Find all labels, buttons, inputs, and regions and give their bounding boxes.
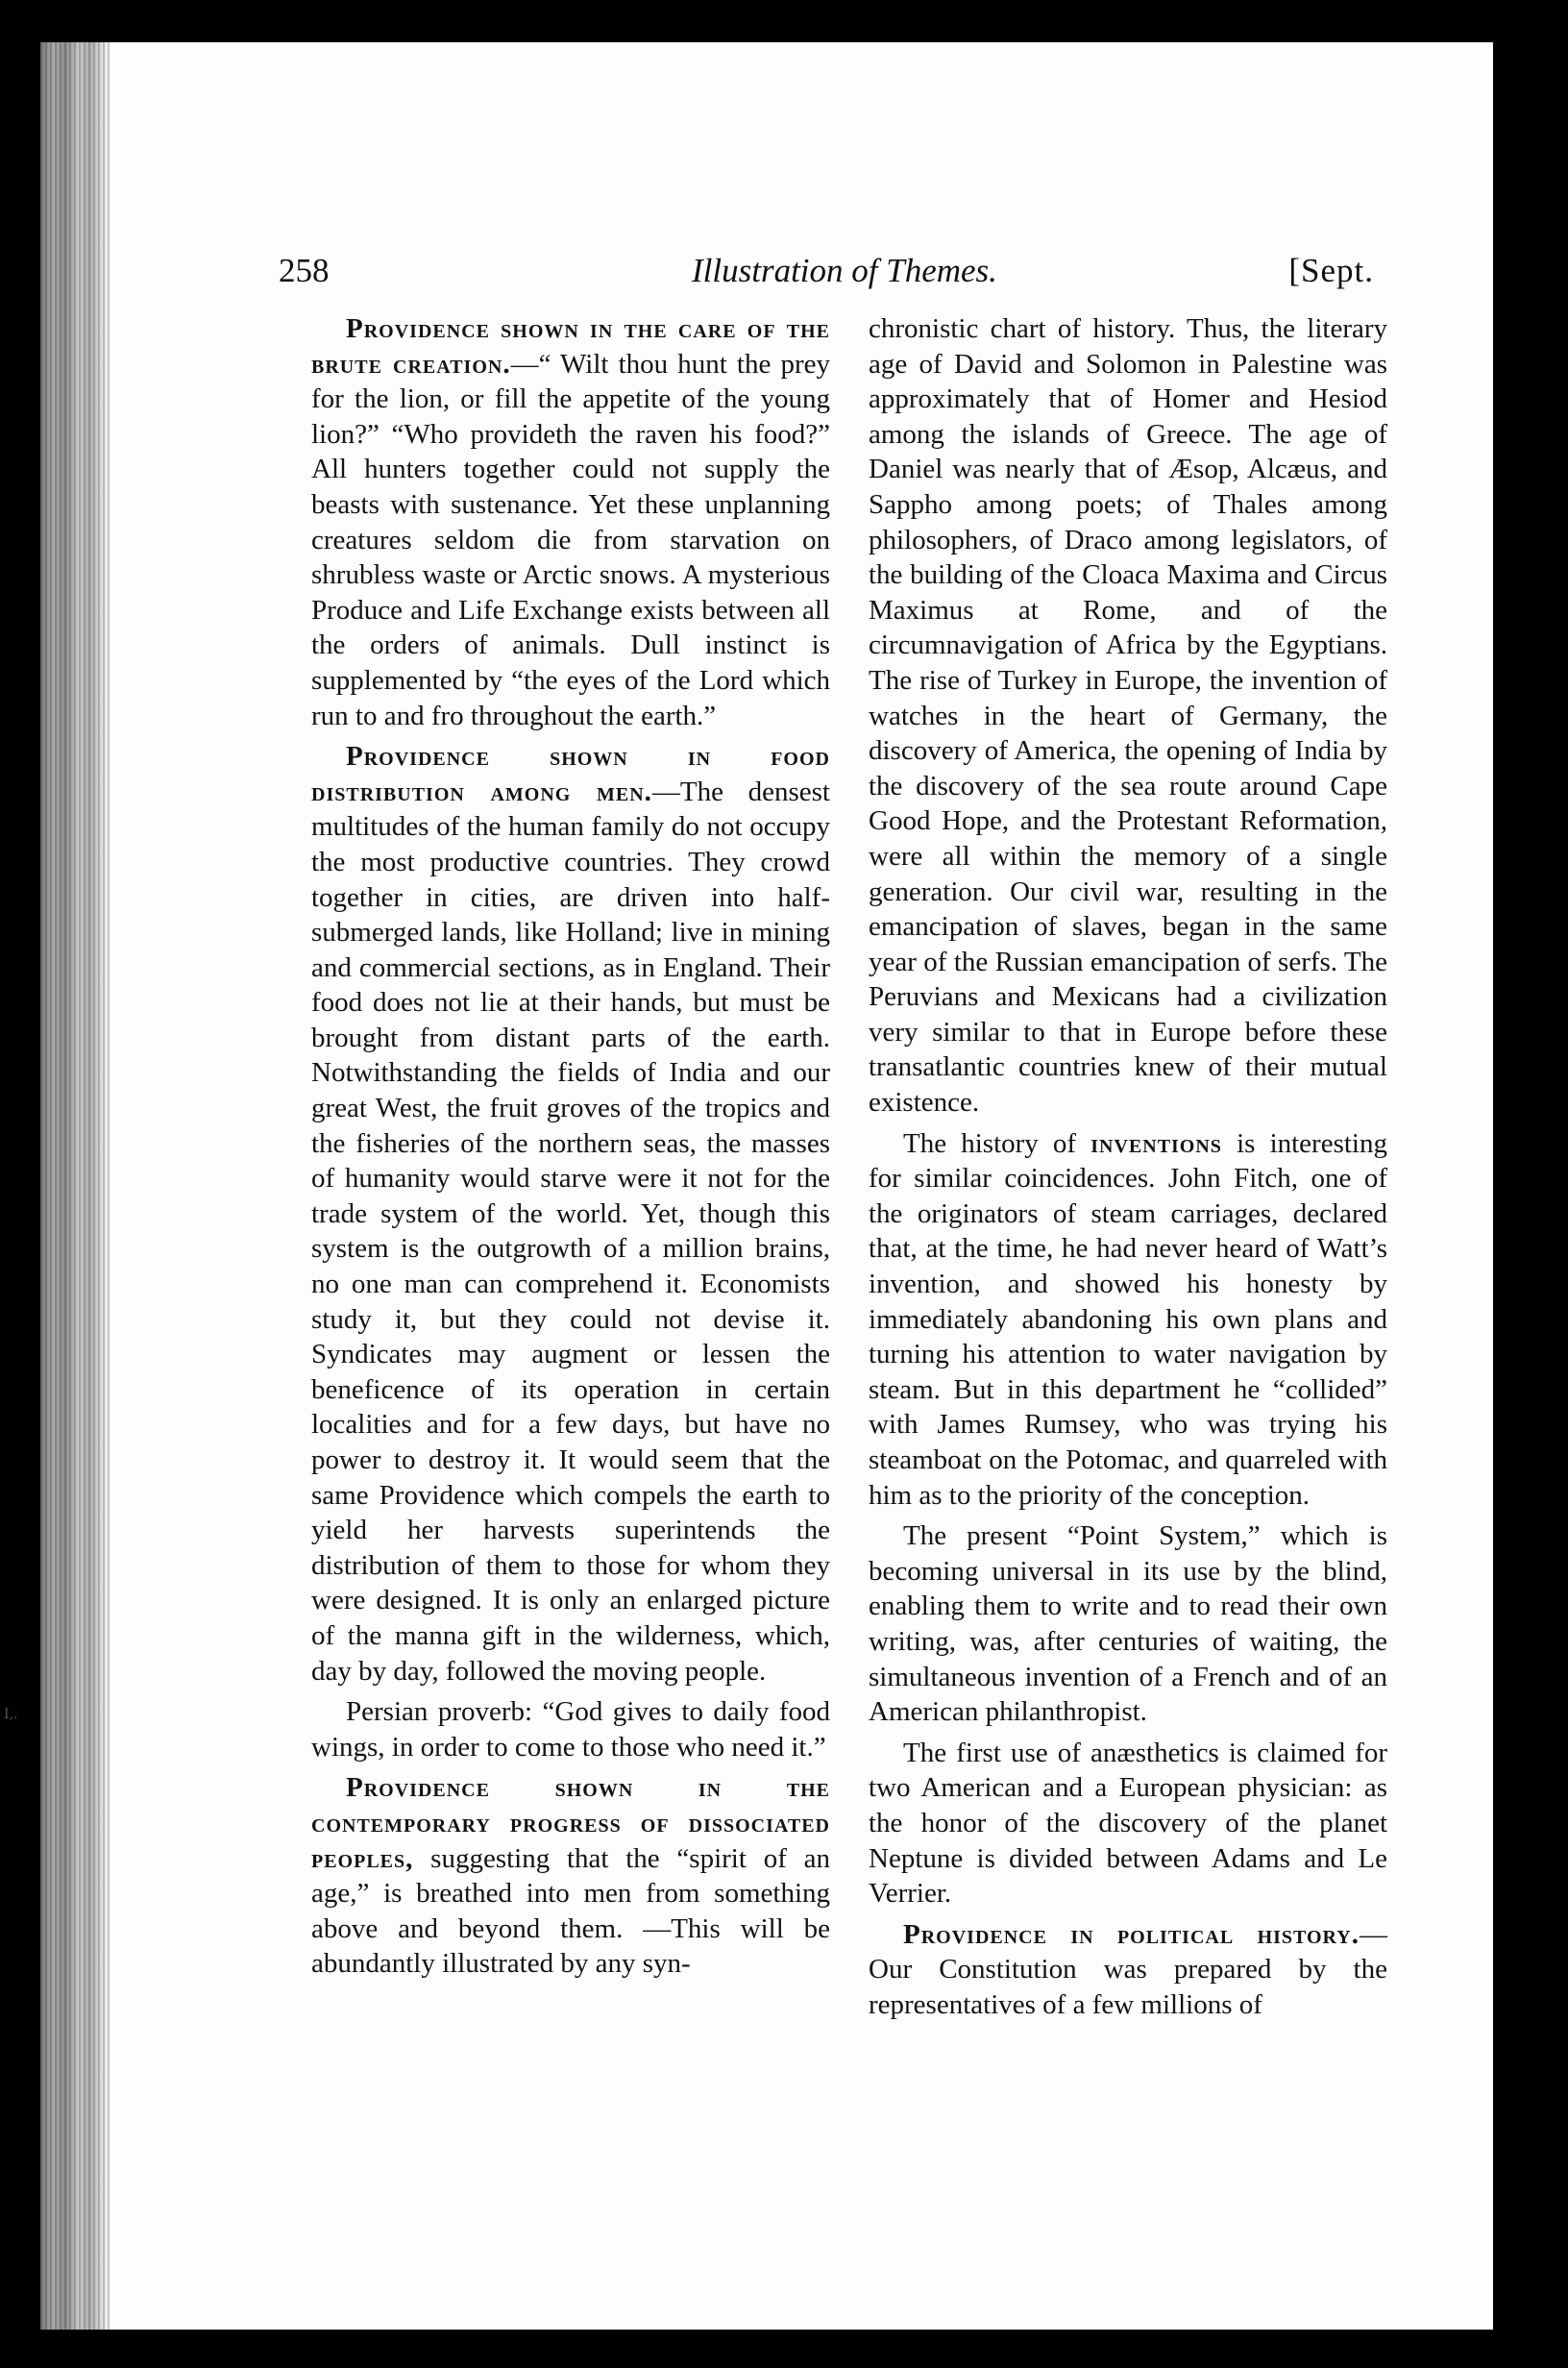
paragraph-text: is interesting for similar coincidences. John Fitch, one of the originators of steam carriages, declared that, at the time, he had never heard of Watt’s invention, and showed his honesty by immediately abandoning his own plans and turning his attention to water navigation by steam. But in this department he “collided” with James Rumsey, who was trying his steamboat on the Potomac, and quarreled with him as to the priority of the conception. (869, 1127, 1387, 1511)
margin-mark: I,. (4, 1707, 18, 1722)
book-page (40, 42, 1493, 2330)
paragraph-dissociated-peoples (311, 1770, 830, 1982)
paragraph-political-history (869, 1917, 1387, 2023)
paragraph-point-system (869, 1518, 1387, 1730)
paragraph-anaesthetics (869, 1736, 1387, 1912)
paragraph-heading: Providence shown in the care of the brute creation. (311, 313, 830, 380)
paragraph-food-distribution (311, 739, 830, 1689)
paragraph-text: —“ Wilt thou hunt the prey for the lion, or fill the appetite of the young lion?” “Who provideth the raven his food?” All hunters together could not supply the beasts with sustenance. Yet these unplanning creatures seldom die from starvation on shrubless waste or Arctic snows. A mysterious Produce and Life Exchange exists between all the orders of animals. Dull instinct is supplemented by “the eyes of the Lord which run to and fro throughout the earth.” (311, 348, 830, 731)
paragraph-heading: Providence shown in the contemporary progress of dissociated peoples, (311, 1772, 830, 1874)
paragraph-text: — Our Constitution was prepared by the representatives of a few millions of (869, 1918, 1387, 2020)
left-column (311, 311, 830, 1987)
paragraph-text: The first use of anæsthetics is claimed for two American and a European physician: as the honor of the discovery of the planet Neptune is divided between Adams and Le Verrier. (869, 1737, 1387, 1910)
right-column (869, 311, 1387, 2029)
paragraph-persian-proverb (311, 1694, 830, 1764)
paragraph-heading: Providence in political history. (903, 1918, 1360, 1950)
paragraph-text: suggesting that the “spirit of an age,” is breathed into men from something above and beyond them. —This will be abundantly illustrated by any syn- (311, 1842, 830, 1980)
paragraph-text: The present “Point System,” which is becoming universal in its use by the blind, enabling them to write and to read their own writing, was, after centuries of waiting, the simultaneous invention of a French and of an American philanthropist. (869, 1520, 1387, 1728)
paragraph-inventions (869, 1126, 1387, 1514)
page-edge-shadow (40, 42, 111, 2330)
running-section: [Sept. (1288, 252, 1374, 289)
paragraph-heading: Providence shown in food distribution among men. (311, 741, 830, 807)
running-title: Illustration of Themes. (692, 252, 997, 289)
paragraph-text: Persian proverb: “God gives to daily food wings, in order to come to those who need it.” (311, 1696, 830, 1763)
page-number: 258 (279, 252, 330, 289)
inline-keyword: inventions (1090, 1127, 1222, 1159)
paragraph-text: The history of (903, 1127, 1091, 1159)
paragraph-brute-creation (311, 311, 830, 733)
paragraph-text: chronistic chart of history. Thus, the literary age of David and Solomon in Palestine was approximately that of Homer and Hesiod among the islands of Greece. The age of Daniel was nearly that of Æsop, Alcæus, and Sappho among poets; of Thales among philosophers, of Draco among legislators, of the building of the Cloaca Maxima and Circus Maximus at Rome, and of the circumnavigation of Africa by the Egyptians. The rise of Turkey in Europe, the invention of watches in the heart of Germany, the discovery of America, the opening of India by the discovery of the sea route around Cape Good Hope, and the Protestant Reformation, were all within the memory of a single generation. Our civil war, resulting in the emancipation of slaves, began in the same year of the Russian emancipation of serfs. The Peruvians and Mexicans had a civilization very similar to that in Europe before these transatlantic countries knew of their mutual existence. (869, 313, 1387, 1119)
paragraph-text: —The densest multitudes of the human family do not occupy the most productive countries. They crowd together in cities, are driven into half-submerged lands, like Holland; live in mining and commercial sections, as in England. Their food does not lie at their hands, but must be brought from distant parts of the earth. Notwithstanding the fields of India and our great West, the fruit groves of the tropics and the fisheries of the northern seas, the masses of humanity would starve were it not for the trade system of the world. Yet, though this system is the outgrowth of a million brains, no one man can comprehend it. Economists study it, but they could not devise it. Syndicates may augment or lessen the beneficence of its operation in certain localities and for a few days, but have no power to destroy it. It would seem that the same Providence which compels the earth to yield her harvests superintends the distribution of them to those for whom they were designed. It is only an enlarged picture of the manna gift in the wilderness, which, day by day, followed the moving people. (311, 776, 830, 1687)
paragraph-chronistic-chart (869, 311, 1387, 1121)
running-header (279, 252, 1374, 300)
